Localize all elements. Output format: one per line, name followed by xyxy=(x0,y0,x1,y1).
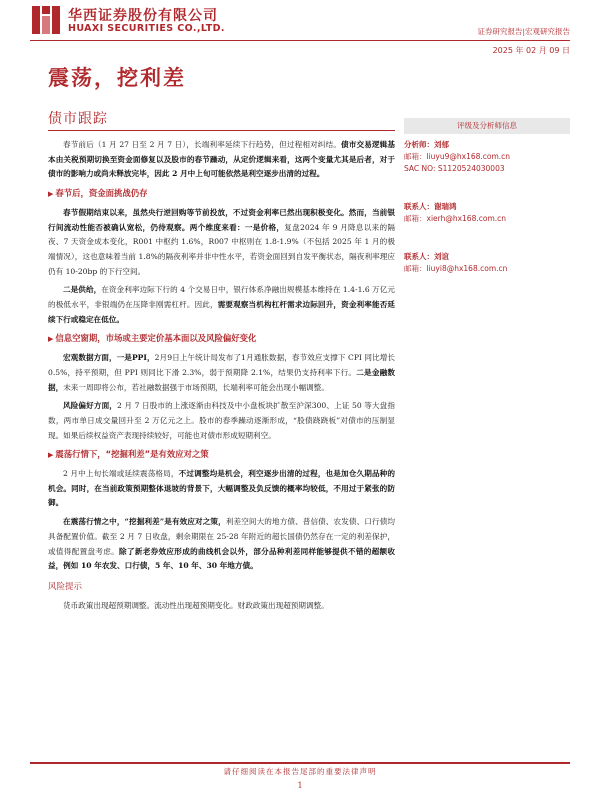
emphasis: 除了新老券效应形成的曲线机会以外，部分品种利差同样能够提供不错的超额收益，例如 10 年农发、口行债，5 年、10 年、30 年地方债。 xyxy=(48,546,396,571)
header-rule xyxy=(30,40,570,41)
analyst-sac-line xyxy=(404,163,570,175)
section1-paragraph2 xyxy=(48,283,395,327)
emphasis: 在震荡行情之中，“挖掘利差”是有效应对之策， xyxy=(63,517,226,527)
emphasis: 需要观察当机构杠杆需求边际回升，资金利率能否延续下行或稳定在低位。 xyxy=(48,300,395,324)
sac-label: SAC NO: xyxy=(404,164,436,173)
intro-text: 春节前后（1 月 27 日至 2 月 7 日），长端利率延续下行趋势，但过程相对纠结。 xyxy=(63,140,341,149)
report-body xyxy=(48,138,395,617)
contact1-email[interactable]: xierh@hx168.com.cn xyxy=(426,214,507,223)
body-text: 复盘2024 年 9 月降息以来的隔夜、7 天资金成本变化，R001 中枢约 1.6%，R007 中枢则在 1.8-1.9%（不包括 2025 年 1 月的极端情况），这也意味着当前 1.8%的隔夜利率并非中性水平，若资金面回到自发平衡状态，隔夜利率理应仍有 10-20bp 的下行空间。 xyxy=(48,222,396,276)
contact2-name: 联系人：刘谊 xyxy=(404,252,449,261)
analyst-email-line xyxy=(404,151,570,163)
section3-paragraph1 xyxy=(48,467,395,511)
contact1-name: 联系人：谢瑞鸿 xyxy=(404,202,457,211)
section-heading-2 xyxy=(48,331,395,347)
section2-paragraph2 xyxy=(48,399,395,443)
emphasis: 二是金融数据， xyxy=(48,367,396,392)
email-label: 邮箱： xyxy=(404,152,427,161)
section1-paragraph1 xyxy=(48,206,395,280)
sidebar-heading: 评级及分析师信息 xyxy=(404,118,570,134)
footer-rule xyxy=(30,762,570,764)
report-type: 证券研究报告|宏观研究报告 xyxy=(477,27,570,36)
body-text: 2月9日上午统计局发布了1月通胀数据，春节效应支撑下 CPI 同比增长 0.5%，持平预期，但 PPI 则同比下滑 2.3%，弱于预期降 2.1%，结果仍支持利率下行。 xyxy=(48,353,395,377)
analyst-name: 分析师：刘郁 xyxy=(404,140,449,149)
emphasis: 一是价格， xyxy=(244,222,285,232)
body-text: 2 月中上旬长端或延续震荡格局， xyxy=(63,469,179,479)
page-number: 1 xyxy=(297,781,303,790)
company-name-cn: 华西证券股份有限公司 xyxy=(68,8,218,24)
section-heading-1 xyxy=(48,186,395,202)
body-text: 2 月 7 日股市的上涨逐渐由科技及中小盘板块扩散至沪深300、上证 50 等大盘指数，两市单日成交量回升至 2 万亿元之上。股市的春季躁动逐渐形成，“股债跷跷板”对债市的压制显现。如果后续权益资产表现持续较好，可能也对债市形成短期利空。 xyxy=(48,401,395,440)
sac-number: S1120524030003 xyxy=(437,164,505,173)
emphasis: 风险偏好方面， xyxy=(63,401,118,411)
section3-paragraph2 xyxy=(48,515,395,574)
section-heading-3 xyxy=(48,447,395,463)
body-text: 利差空间大的地方债、普信债、农发债、口行债均具备配置价值。截至 2 月 7 日收盘，剩余期限在 25-28 年附近的超长国债仍然存在一定的利差保护，或值得配置盘考虑。 xyxy=(48,517,396,556)
emphasis: 二是供给， xyxy=(63,285,102,295)
page-header xyxy=(0,0,600,55)
email-label: 邮箱： xyxy=(404,214,427,223)
section2-paragraph1 xyxy=(48,351,395,395)
contact2-block xyxy=(404,251,570,275)
company-name-en: HUAXI SECURITIES CO.,LTD. xyxy=(68,23,225,34)
body-text: 未来一周即将公布，若社融数据强于市场预期，长端利率可能会出现小幅调整。 xyxy=(63,382,329,392)
section-heading-text: 震荡行情下，“挖掘利差”是有效应对之策 xyxy=(55,449,209,460)
section-arrow-icon: ▶ xyxy=(48,190,54,199)
section-arrow-icon: ▶ xyxy=(48,335,54,344)
intro-emphasis: 债市交易逻辑基本由关税预期切换至资金面修复以及股市的春节躁动，从定价逻辑来看，这两个变量尤其是后者，对于债市的影响力或尚未释放完毕，因此 2 月中上旬可能依然是利空逐步出清的过程。 xyxy=(48,140,395,179)
analyst-block xyxy=(404,139,570,175)
analyst-sidebar xyxy=(404,118,570,275)
report-category: 债市跟踪 xyxy=(48,111,108,127)
body-text: 在资金利率边际下行的 4 个交易日中，银行体系净融出规模基本维持在 1.4-1.6 万亿元的极低水平，非银端仍在压降非刚需杠杆。因此， xyxy=(48,285,396,310)
email-label: 邮箱： xyxy=(404,264,427,273)
contact1-block xyxy=(404,201,570,225)
emphasis: 春节假期结束以来，虽然央行逆回购等节前投放，不过资金利率已然出现积极变化。然而，当前银行间流动性能否被确认宽松，仍待观察。两个维度来看： xyxy=(48,207,395,232)
section-arrow-icon: ▶ xyxy=(48,451,54,460)
emphasis: 宏观数据方面，一是PPI， xyxy=(63,353,155,363)
contact2-email[interactable]: liuyi8@hx168.com.cn xyxy=(426,264,508,273)
intro-paragraph xyxy=(48,138,395,182)
emphasis: 不过调整均是机会，利空逐步出清的过程，也是加仓久期品种的机会。同时，在当前政策预期整体退坡的背景下，大幅调整及负反馈的概率均较低，不用过于紧张的防御。 xyxy=(48,469,395,508)
risk-paragraph: 货币政策出现超预期调整。流动性出现超预期变化。财政政策出现超预期调整。 xyxy=(63,600,329,610)
contact2-email-line xyxy=(404,263,570,275)
report-title: 震荡，挖利差 xyxy=(48,65,186,90)
huaxi-logo-icon xyxy=(30,4,62,36)
risk-heading: 风险提示 xyxy=(48,581,83,592)
footer-disclaimer: 请仔细阅读在本报告尾部的重要法律声明 xyxy=(223,767,377,776)
contact1-email-line xyxy=(404,213,570,225)
report-date: 2025 年 02 月 09 日 xyxy=(492,46,570,55)
analyst-email[interactable]: liuyu9@hx168.com.cn xyxy=(426,152,511,161)
section-heading-text: 信息空窗期，市场或主要定价基本面以及风险偏好变化 xyxy=(55,333,257,344)
category-rule xyxy=(48,130,395,131)
section-heading-text: 春节后，资金面挑战仍存 xyxy=(55,188,148,199)
